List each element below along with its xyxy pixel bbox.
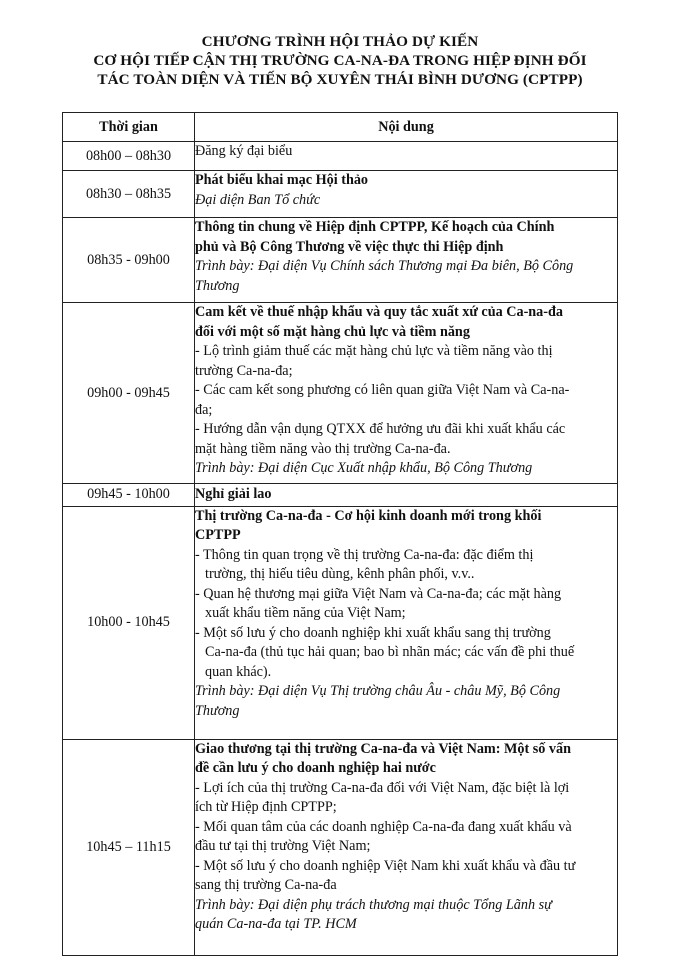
content-cell — [195, 303, 618, 484]
bullet-line: mặt hàng tiềm năng vào thị trường Ca-na-đa. — [195, 440, 451, 457]
presenter-line: Thương — [195, 277, 240, 294]
bullet-line: ích từ Hiệp định CPTPP; — [195, 799, 337, 815]
bullet-line: - Lộ trình giảm thuế các mặt hàng chủ lực và tiềm năng vào thị — [195, 343, 553, 359]
presenter-line: Trình bày: Đại diện Cục Xuất nhập khẩu, Bộ Công Thương — [195, 460, 533, 476]
bullet-line: sang thị trường Ca-na-đa — [195, 877, 337, 893]
bullet-line: - Mối quan tâm của các doanh nghiệp Ca-na-đa đang xuất khẩu và — [195, 818, 572, 835]
content-line: đối với một số mặt hàng chủ lực và tiềm năng — [195, 323, 470, 340]
time-cell: 10h45 – 11h15 — [63, 739, 195, 955]
content-line: Giao thương tại thị trường Ca-na-đa và Việt Nam: Một số vấn — [195, 740, 571, 757]
title-line-3: TÁC TOÀN DIỆN VÀ TIẾN BỘ XUYÊN THÁI BÌNH DƯƠNG (CPTPP) — [97, 71, 583, 88]
bullet-line: đa; — [195, 401, 213, 418]
bullet-line: - Lợi ích của thị trường Ca-na-đa đối với Việt Nam, đặc biệt là lợi — [195, 779, 570, 796]
bullet-line: - Một số lưu ý cho doanh nghiệp Việt Nam khi xuất khẩu và đầu tư — [195, 857, 576, 874]
time-cell: 09h00 - 09h45 — [63, 303, 195, 484]
bullet-line: - Các cam kết song phương có liên quan giữa Việt Nam và Ca-na- — [195, 382, 570, 398]
content-line: đề cần lưu ý cho doanh nghiệp hai nước — [195, 760, 436, 776]
presenter-line: Trình bày: Đại diện Vụ Chính sách Thương mại Đa biên, Bộ Công — [195, 258, 574, 274]
table-row — [63, 218, 618, 303]
content-line: Cam kết về thuế nhập khẩu và quy tắc xuất xứ của Ca-na-đa — [195, 304, 563, 320]
content-line: Thị trường Ca-na-đa - Cơ hội kinh doanh mới trong khối — [195, 507, 542, 524]
content-cell — [195, 171, 618, 218]
agenda-table — [62, 112, 618, 956]
table-row — [63, 484, 618, 507]
content-cell — [195, 506, 618, 739]
presenter-line: Trình bày: Đại diện phụ trách thương mại thuộc Tổng Lãnh sự — [195, 896, 552, 913]
content-line: Phát biểu khai mạc Hội thảo — [195, 172, 369, 188]
content-line: phủ và Bộ Công Thương về việc thực thi Hiệp định — [195, 238, 504, 255]
table-header-row — [63, 113, 618, 142]
bullet-line: trường, thị hiếu tiêu dùng, kênh phân phối, v.v.. — [205, 566, 475, 582]
time-cell: 08h30 – 08h35 — [63, 171, 195, 218]
bullet-line: - Hướng dẫn vận dụng QTXX để hưởng ưu đãi khi xuất khẩu các — [195, 421, 566, 437]
column-header-time: Thời gian — [63, 113, 195, 142]
bullet-line: đầu tư tại thị trường Việt Nam; — [195, 838, 371, 854]
bullet-line: xuất khẩu tiềm năng của Việt Nam; — [205, 605, 406, 621]
document-title — [20, 32, 660, 89]
table-row — [63, 171, 618, 218]
time-cell: 08h00 – 08h30 — [63, 142, 195, 171]
content-cell — [195, 218, 618, 303]
table-row — [63, 506, 618, 739]
time-cell: 08h35 - 09h00 — [63, 218, 195, 303]
presenter-line: Thương — [195, 702, 240, 719]
content-line: Thông tin chung về Hiệp định CPTPP, Kế hoạch của Chính — [195, 219, 555, 235]
time-cell: 10h00 - 10h45 — [63, 506, 195, 739]
presenter-line: quán Ca-na-đa tại TP. HCM — [195, 916, 357, 932]
bullet-line: trường Ca-na-đa; — [195, 362, 293, 379]
table-row — [63, 739, 618, 955]
presenter-line: Đại diện Ban Tổ chức — [195, 191, 321, 208]
bullet-line: - Thông tin quan trọng về thị trường Ca-na-đa: đặc điểm thị — [195, 546, 534, 563]
bullet-line: quan khác). — [205, 663, 272, 680]
bullet-line: Ca-na-đa (thủ tục hải quan; bao bì nhãn mác; các vấn đề phi thuế — [205, 644, 575, 660]
presenter-line: Trình bày: Đại diện Vụ Thị trường châu Âu - châu Mỹ, Bộ Công — [195, 683, 561, 699]
column-header-content: Nội dung — [195, 113, 618, 142]
content-line: Đăng ký đại biểu — [195, 143, 293, 159]
title-line-1: CHƯƠNG TRÌNH HỘI THẢO DỰ KIẾN — [201, 33, 479, 50]
time-cell: 09h45 - 10h00 — [63, 484, 195, 507]
content-cell — [195, 739, 618, 955]
content-cell — [195, 142, 618, 171]
bullet-line: - Quan hệ thương mại giữa Việt Nam và Ca-na-đa; các mặt hàng — [195, 585, 562, 602]
bullet-line: - Một số lưu ý cho doanh nghiệp khi xuất khẩu sang thị trường — [195, 624, 551, 641]
table-row — [63, 142, 618, 171]
content-cell — [195, 484, 618, 507]
content-line: Nghỉ giải lao — [195, 486, 272, 502]
content-line: CPTPP — [195, 527, 241, 543]
title-line-2: CƠ HỘI TIẾP CẬN THỊ TRƯỜNG CA-NA-ĐA TRONG HIỆP ĐỊNH ĐỐI — [93, 52, 587, 69]
table-row — [63, 303, 618, 484]
